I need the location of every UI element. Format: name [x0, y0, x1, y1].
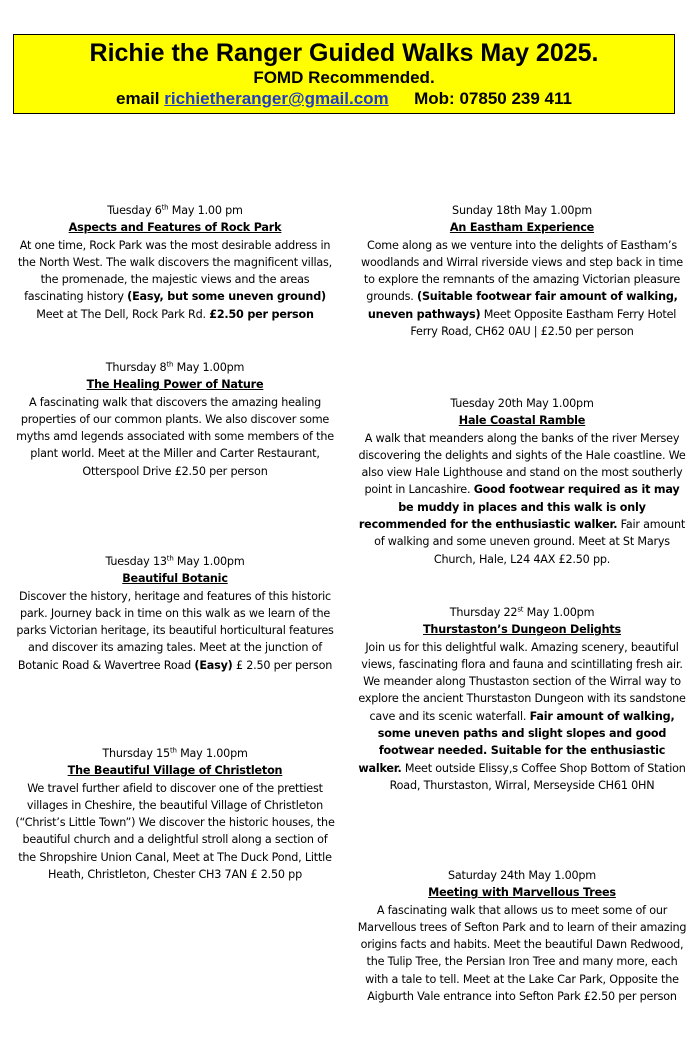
walk-title: Hale Coastal Ramble — [458, 414, 586, 428]
walk-title: Meeting with Marvellous Trees — [428, 886, 616, 900]
walk-entry — [15, 202, 335, 323]
walk-meeting-point: Meet outside Elissy,s Coffee Shop Bottom of Station Road, Thurstaston, Wirral, Merseyside CH61 0HN — [389, 761, 686, 792]
walk-date: Thursday 15th May 1.00pm — [102, 746, 248, 760]
walk-description: We travel further afield to discover one of the prettiest villages in Cheshire, the beautiful Village of Christleton (“Christ’s Little Town”) We discover the historic houses, the beautiful church and a delightful stroll along a section of the Shropshire Union Canal, Meet at The Duck Pond, Little Heath, Christleton, Chester CH3 7AN £ 2.50 pp — [15, 781, 335, 882]
walk-date: Thursday 22st May 1.00pm — [449, 605, 595, 619]
email-label: email — [116, 89, 160, 108]
contact-line — [14, 88, 674, 110]
walk-entry — [357, 604, 687, 794]
walk-title: The Beautiful Village of Christleton — [67, 764, 283, 778]
walk-title: An Eastham Experience — [449, 221, 595, 235]
walk-entry — [15, 553, 335, 674]
email-link[interactable]: richietheranger@gmail.com — [164, 89, 389, 108]
walk-description: At one time, Rock Park was the most desirable address in the North West. The walk discovers the magnificent villas, the promenade, the majestic views and the areas fascinating history — [17, 238, 333, 304]
walk-price: £2.50 per person — [540, 325, 634, 339]
walk-note: (Easy, but some uneven ground) — [127, 290, 326, 304]
walk-description: A fascinating walk that allows us to meet some of our Marvellous trees of Sefton Park and to learn of their amazing origins facts and habits. Meet the beautiful Dawn Redwood, the Tulip Tree, the Persian Iron Tree and many more, each with a tale to tell. Meet at the Lake Car Park, Opposite the Aigburth Vale entrance into Sefton Park £2.50 per person — [357, 903, 687, 1004]
walk-date: Tuesday 20th May 1.00pm — [450, 397, 594, 410]
walk-date: Sunday 18th May 1.00pm — [452, 204, 592, 217]
walk-title: Beautiful Botanic — [122, 572, 228, 586]
walk-meeting-point: Meet Opposite Eastham Ferry Hotel Ferry Road, CH62 0AU — [410, 307, 677, 339]
walk-date: Saturday 24th May 1.00pm — [447, 869, 597, 882]
walk-entry — [15, 359, 335, 480]
walk-description: Join us for this delightful walk. Amazing scenery, beautiful views, fascinating flora and fauna and scintillating fresh air. We meander along Thustaston section of the Wirral way to explore the ancient Thurstaston Dungeon with its sandstone cave and its scenic waterfall. — [358, 640, 686, 723]
walk-description: Discover the history, heritage and features of this historic park. Journey back in time on this walk as we learn of the parks Victorian heritage, its beautiful horticultural features and discover its amazing tales. Meet at the junction of Botanic Road & Wavertree Road — [16, 589, 334, 672]
walk-description: Come along as we venture into the delights of Eastham’s woodlands and Wirral riverside views and step back in time to explore the remnants of the amazing Victorian pleasure grounds. — [361, 238, 683, 304]
walk-meeting-point: Fair amount of walking and some uneven ground. Meet at St Marys Church, Hale, L24 4AX £2.50 pp. — [374, 518, 686, 566]
page-subtitle: FOMD Recommended. — [253, 68, 435, 87]
walk-entry: Sunday 18th May 1.00pm An Eastham Experience Come along as we venture into the delights of Eastham’s woodlands and Wirral riverside views and step back in time to explore the remnants of the amazing Victorian pleasure grounds. (Suitable footwear fair amount of walking, uneven pathways) Meet Opposite Eastham Ferry Hotel Ferry Road, CH62 0AU | £2.50 per person — [357, 202, 687, 340]
walk-note: (Easy) — [194, 658, 233, 672]
phone-label: Mob: — [414, 89, 455, 108]
walk-description: A fascinating walk that discovers the amazing healing properties of our common plants. We also discover some myths amd legends associated with some members of the plant world. Meet at the Miller and Carter Restaurant, Otterspool Drive £2.50 per person — [16, 395, 334, 478]
walk-date: Thursday 8th May 1.00pm — [105, 360, 245, 374]
phone-number: 07850 239 411 — [459, 89, 572, 108]
walk-title: The Healing Power of Nature — [86, 378, 264, 392]
walk-description: A walk that meanders along the banks of the river Mersey discovering the delights and sights of the Hale coastline. We also view Hale Lighthouse and stand on the most southerly point in Lancashire. — [358, 431, 686, 497]
walk-title: Aspects and Features of Rock Park — [68, 221, 282, 235]
walk-entry — [357, 867, 687, 1005]
walk-note: Good footwear required as it may be muddy in places and this walk is only recommended for the enthusiastic walker. — [358, 483, 680, 532]
walk-meeting-point: Meet at The Dell, Rock Park Rd. — [36, 307, 206, 321]
header-banner — [13, 34, 675, 114]
walk-note: Fair amount of walking, some uneven paths and slight slopes and good footwear needed. Suitable for the enthusiastic walker. — [358, 709, 675, 775]
walk-price: £2.50 per person — [209, 307, 314, 321]
walk-note: (Suitable footwear fair amount of walking, uneven pathways) — [367, 290, 678, 321]
walk-entry — [15, 745, 335, 883]
walk-entry — [357, 395, 687, 568]
walk-date: Tuesday 6th May 1.00 pm — [107, 203, 243, 217]
walk-date: Tuesday 13th May 1.00pm — [105, 554, 245, 568]
walk-title: Thurstaston’s Dungeon Delights — [423, 623, 621, 637]
page-title: Richie the Ranger Guided Walks May 2025. — [89, 39, 599, 67]
walk-price: £ 2.50 per person — [235, 658, 333, 672]
